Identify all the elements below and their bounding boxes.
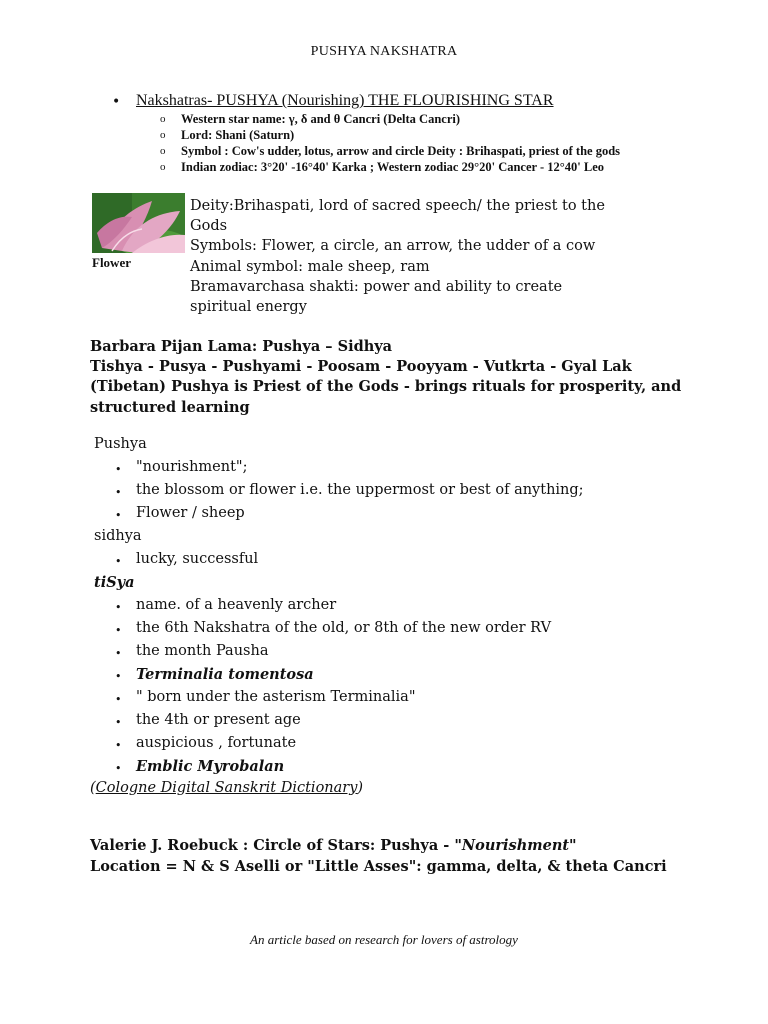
shakti-line: Bramavarchasa shakti: power and ability to create [190,278,563,295]
list-bullet: • [115,601,122,614]
list-item: the month Pausha [136,643,269,659]
deity-line: Deity:Brihaspati, lord of sacred speech/ the priest to the [190,198,605,214]
star-name-item: Western star name: γ, δ and θ Cancri (Delta Cancri) [181,112,461,126]
deity-line: Gods [190,218,228,235]
lama-section [90,337,690,418]
deity-description [190,196,630,317]
lotus-flower-icon [92,193,185,253]
list-bullet: • [115,486,122,499]
sub-bullet-marker: o [160,145,166,157]
list-item: auspicious , fortunate [136,735,297,751]
document-title: PUSHYA NAKSHATRA [310,44,458,59]
location-line: Location = N & S Aselli or "Little Asses": gamma, delta, & theta Cancri [90,858,667,875]
lama-line: structured learning [90,398,250,416]
list-bullet: • [115,647,122,660]
citation-open: ( [90,780,96,796]
term-pushya: Pushya [94,436,147,452]
list-item: " born under the asterism Terminalia" [136,689,416,705]
list-item: the 6th Nakshatra of the old, or 8th of the new order RV [136,620,552,636]
list-bullet: • [115,463,122,476]
list-bullet: • [115,739,122,752]
term-sidhya: sidhya [94,528,142,544]
citation-link[interactable]: Cologne Digital Sanskrit Dictionary [95,780,358,796]
list-item: the blossom or flower i.e. the uppermost or best of anything; [136,482,584,498]
lama-line: Tishya - Pusya - Pushyami - Poosam - Pooyyam - Vutkrta - Gyal Lak [90,358,632,376]
heading-bullet: • [112,94,121,110]
list-bullet: • [115,762,122,775]
footer-note: An article based on research for lovers of astrology [250,932,518,947]
dictionary-citation [90,780,363,796]
section-heading: Nakshatras- PUSHYA (Nourishing) THE FLOURISHING STAR [136,92,554,109]
animal-symbol-line: Animal symbol: male sheep, ram [190,258,430,275]
roebuck-prefix: Valerie J. Roebuck : Circle of Stars: Pushya - [90,837,455,854]
sub-bullet-marker: o [160,113,166,125]
list-bullet: • [115,716,122,729]
roebuck-nourishment: "Nourishment" [454,837,577,854]
roebuck-line [90,835,667,856]
lama-line: Barbara Pijan Lama: Pushya – Sidhya [90,338,393,355]
lotus-flower-image [92,193,185,253]
roebuck-section [90,835,667,877]
symbols-line: Symbols: Flower, a circle, an arrow, the udder of a cow [190,238,596,255]
list-item: Flower / sheep [136,505,245,521]
citation-close: ) [357,780,364,796]
list-bullet: • [115,624,122,637]
list-item: the 4th or present age [136,712,301,728]
lord-item: Lord: Shani (Saturn) [181,128,295,142]
sub-bullet-marker: o [160,129,166,141]
zodiac-item: Indian zodiac: 3°20' -16°40' Karka ; Western zodiac 29°20' Cancer - 12°40' Leo [181,160,604,174]
list-bullet: • [115,509,122,522]
list-bullet: • [115,670,122,683]
list-item: lucky, successful [136,551,259,567]
term-tisya: tiSya [94,574,135,591]
sub-bullet-marker: o [160,161,166,173]
list-item: Emblic Myrobalan [136,758,285,775]
image-caption: Flower [92,255,131,270]
lama-line: (Tibetan) Pushya is Priest of the Gods - brings rituals for prosperity, and [90,378,682,396]
shakti-line: spiritual energy [190,299,307,316]
list-bullet: • [115,693,122,706]
list-bullet: • [115,555,122,568]
list-item: name. of a heavenly archer [136,597,337,613]
list-item: "nourishment"; [136,459,248,475]
list-item: Terminalia tomentosa [136,666,314,683]
symbol-item: Symbol : Cow's udder, lotus, arrow and circle Deity : Brihaspati, priest of the gods [181,144,621,158]
